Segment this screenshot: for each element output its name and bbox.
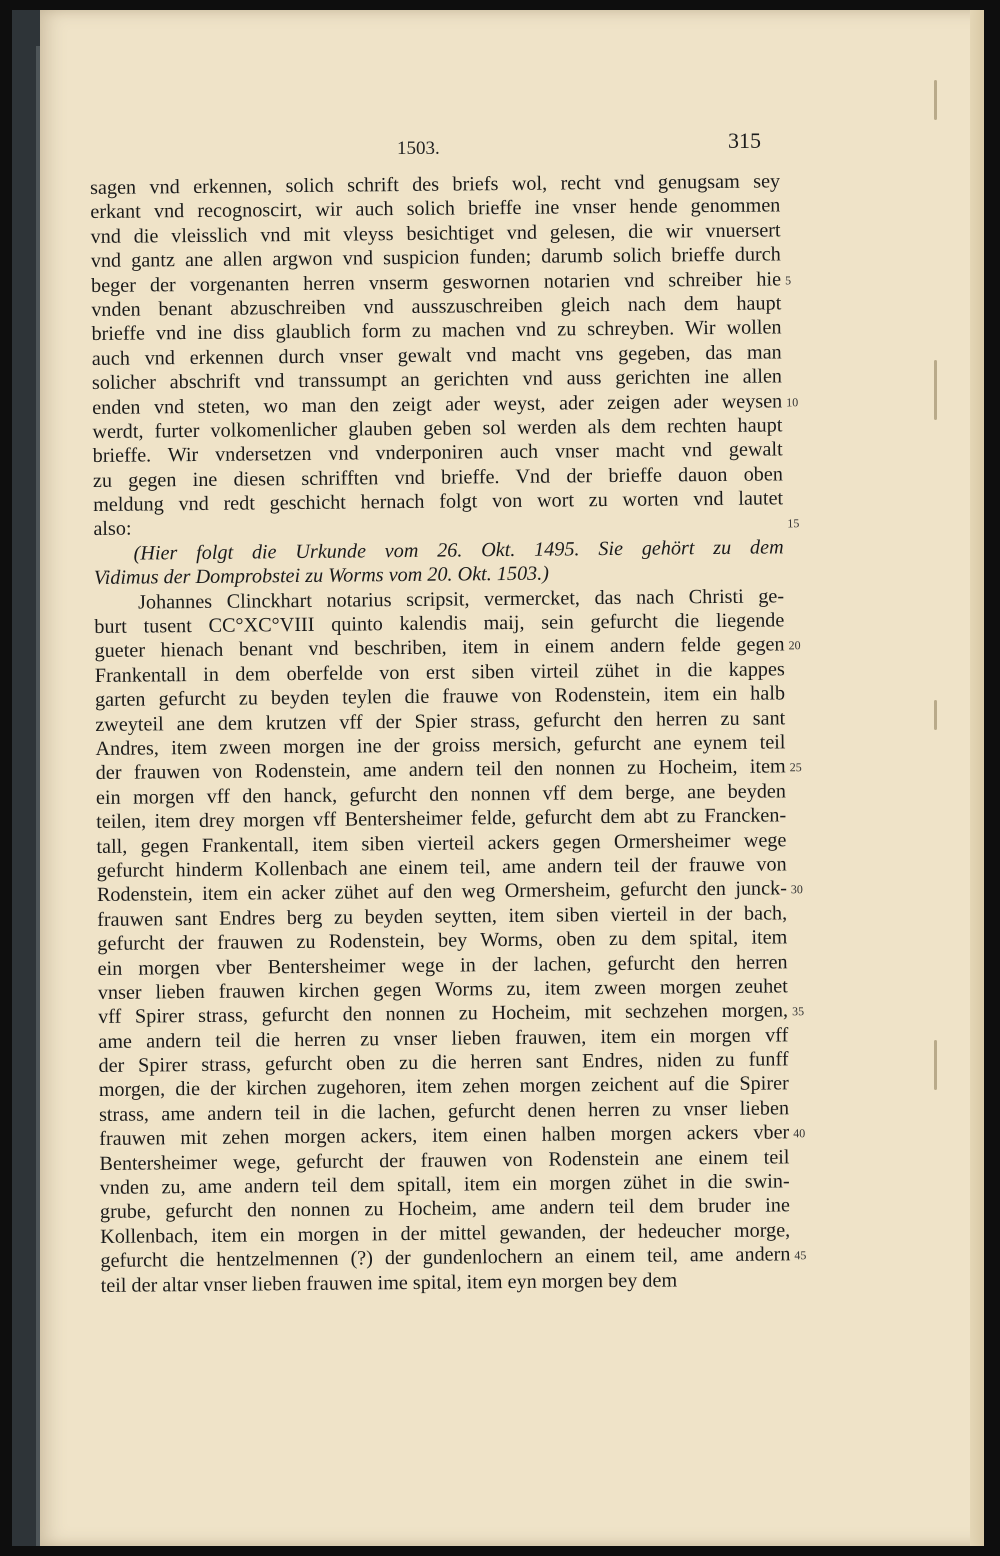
text-line-content: strass, ame andern teil in die lachen, gefurcht denen herren zu vnser lieben xyxy=(98,1097,790,1126)
body-text xyxy=(90,169,807,1298)
line-number: 30 xyxy=(790,882,803,897)
text-line-content: vff Spirer strass, gefurcht den nonnen zu Hocheim, mit sechzehen morgen, xyxy=(97,999,789,1029)
line-number: 10 xyxy=(786,394,799,409)
line-number: 5 xyxy=(784,272,792,287)
text-line-content: vnd die vleisslich vnd mit vleyss besichtiget vnd gelesen, die wir vnuersert xyxy=(90,219,781,248)
text-line-content: Andres, item zween morgen ine der groiss mersich, gefurcht ane eynem teil xyxy=(95,731,786,760)
text-line-content: vnser lieben frauwen kirchen gegen Worms zu, item zween morgen zeuhet xyxy=(97,975,788,1004)
paper-speck xyxy=(934,1040,937,1090)
page-number: 315 xyxy=(728,128,761,153)
text-line-content: brieffe. Wir vndersetzen vnd vnderponiren auch vnser macht vnd gewalt xyxy=(92,438,783,468)
text-line-content: vnden zu, ame andern teil dem spitall, item ein morgen zühet in die swin- xyxy=(99,1170,790,1199)
line-number: 45 xyxy=(794,1248,807,1263)
page-edge xyxy=(970,10,984,1546)
text-line-content: beger der vorgenanten herren vnserm geswornen notarien vnd schreiber hie xyxy=(90,267,782,297)
text-line-content: der Spirer strass, gefurcht oben zu die herren sant Endres, niden zu funff xyxy=(98,1048,789,1078)
text-line-content: meldung vnd redt geschicht hernach folgt von wort zu worten vnd lautet xyxy=(93,487,784,517)
line-number: 15 xyxy=(787,516,800,531)
text-line-content: burt tusent CC°XC°VIII quinto kalendis maij, sein gefurcht die liegende xyxy=(94,609,785,639)
running-head-year: 1503. xyxy=(397,138,440,159)
paper-speck xyxy=(934,80,937,120)
text-line-content: Bentersheimer wege, gefurcht der frauwen von Rodenstein ane einem teil xyxy=(99,1145,790,1175)
text-line-content: frauwen sant Endres berg zu beyden seytten, item siben vierteil in der bach, xyxy=(97,902,788,931)
text-line-content: (Hier folgt die Urkunde vom 26. Okt. 1495. Sie gehört zu dem xyxy=(133,536,784,565)
text-line-content: Vidimus der Domprobstei zu Worms vom 20. Okt. 1503.) xyxy=(93,562,550,590)
text-line-content: werdt, furter volkomenlicher glauben geben sol werden als dem rechten haupt xyxy=(92,414,783,443)
page-header xyxy=(40,128,760,168)
text-line-content: enden vnd steten, wo man den zeigt ader weyst, ader zeigen ader weysen xyxy=(92,389,783,419)
text-line-content: gefurcht die hentzelmennen (?) der gundenlochern an einem teil, ame andern xyxy=(100,1243,791,1273)
paper-speck xyxy=(934,700,937,730)
text-line-content: Kollenbach, item ein morgen in der mittel gewanden, der hedeucher morge, xyxy=(100,1219,791,1248)
text-line-content: tall, gegen Frankentall, item siben vierteil ackers gegen Ormersheimer wege xyxy=(96,828,787,858)
text-line-content: zweyteil ane dem krutzen vff der Spier strass, gefurcht den herren zu sant xyxy=(95,706,786,736)
text-line-content: grube, gefurcht den nonnen zu Hocheim, ame andern teil dem bruder ine xyxy=(99,1194,791,1224)
line-number: 20 xyxy=(788,638,801,653)
line-number: 25 xyxy=(789,760,802,775)
text-line-content: auch vnd erkennen durch vnser gewalt vnd macht vns gegeben, das man xyxy=(91,341,782,370)
text-line-content: morgen, die der kirchen zugehoren, item zehen morgen zeichent auf die Spirer xyxy=(98,1072,789,1102)
text-line-content: zu gegen ine diesen schrifften vnd brieffe. Vnd der brieffe dauon oben xyxy=(92,463,783,492)
line-number: 40 xyxy=(793,1126,806,1141)
text-line-content: sagen vnd erkennen, solich schrift des briefs wol, recht vnd genugsam sey xyxy=(90,170,781,199)
text-line-content: gefurcht der frauwen zu Rodenstein, bey Worms, oben zu dem spital, item xyxy=(97,926,788,956)
text-line-content: ame andern teil die herren zu vnser lieben frauwen, item ein morgen vff xyxy=(98,1024,789,1053)
text-line-content: solicher abschrift vnd transsumpt an gerichten vnd auss gerichten ine allen xyxy=(91,365,783,395)
text-line-content: teilen, item drey morgen vff Bentersheimer felde, gefurcht dem abt zu Francken- xyxy=(96,804,787,834)
paper-speck xyxy=(934,360,937,420)
text-line-content: der frauwen von Rodenstein, ame andern teil den nonnen zu Hocheim, item xyxy=(95,755,786,785)
text-line-content: gefurcht hinderm Kollenbach ane einem teil, ame andern teil der frauwe von xyxy=(96,853,787,882)
text-line-content: also: xyxy=(93,518,132,541)
text-line-content: erkant vnd recognoscirt, wir auch solich brieffe ine vnser hende genommen xyxy=(90,194,781,224)
text-line-content: vnden benant abzuschreiben vnd ausszuschreiben gleich nach dem haupt xyxy=(91,292,782,321)
text-line-content: Johannes Clinckhart notarius scripsit, vermercket, das nach Christi ge- xyxy=(137,584,785,614)
text-line-content: frauwen mit zehen morgen ackers, item einen halben morgen ackers vber xyxy=(99,1121,790,1151)
text-line-content: ein morgen vff den hanck, gefurcht den nonnen vff dem berge, ane beyden xyxy=(95,780,787,809)
text-line-content: garten gefurcht zu beyden teylen die frauwe von Rodenstein, item ein halb xyxy=(94,682,786,712)
text-line-content: brieffe vnd ine diss glaublich form zu machen vnd zu schreyben. Wir wollen xyxy=(91,316,782,346)
text-line-content: teil der altar vnser lieben frauwen ime spital, item eyn morgen bey dem xyxy=(100,1268,678,1297)
paper-margin-specks xyxy=(934,60,954,1360)
text-line-content: ein morgen vber Bentersheimer wege in der lachen, gefurcht den herren xyxy=(97,950,788,980)
text-line-content: Rodenstein, item ein acker zühet auf den weg Ormersheim, gefurcht den junck- xyxy=(96,877,787,907)
text-line-content: gueter hienach benant vnd beschriben, item in einem andern felde gegen xyxy=(94,633,785,663)
text-line-content: vnd gantz ane allen argwon vnd suspicion funden; darumb solich brieffe durch xyxy=(90,243,781,273)
line-number: 35 xyxy=(791,1004,805,1019)
text-line-content: Frankentall in dem oberfelde von erst siben virteil zühet in die kappes xyxy=(94,658,785,687)
